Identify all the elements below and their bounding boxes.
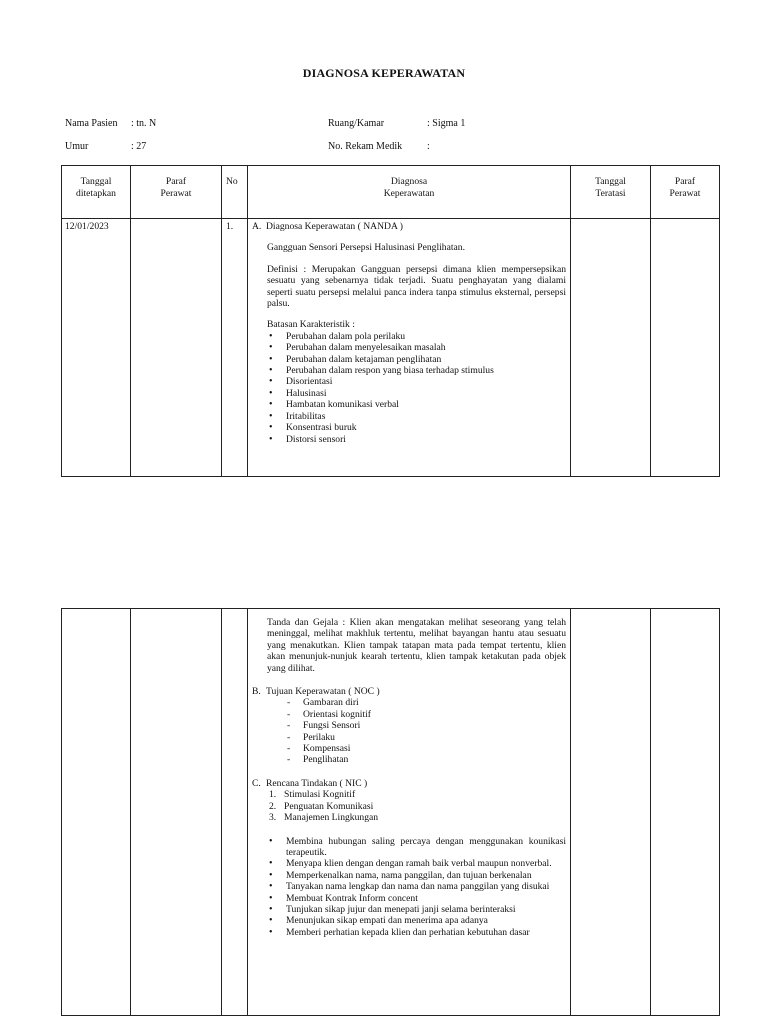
document-title: DIAGNOSA KEPERAWATAN xyxy=(302,66,466,80)
table-row xyxy=(62,219,720,477)
header-tanggal-ditetapkan: Tanggal ditetapkan xyxy=(62,166,131,219)
list-item: - Gambaran diri xyxy=(287,697,566,708)
medical-record-label: No. Rekam Medik xyxy=(328,141,403,152)
list-item: - Kompensasi xyxy=(287,743,566,754)
list-item: • Konsentrasi buruk xyxy=(269,422,566,433)
noc-list xyxy=(252,697,566,765)
list-item: 2. Penguatan Komunikasi xyxy=(269,800,374,812)
characteristics-list xyxy=(252,331,566,445)
diagnosis-cell xyxy=(248,609,571,1016)
list-item: • Membina hubungan saling percaya dengan menggunakan kounikasi terapeutik. xyxy=(269,836,566,859)
diagnosis-cell-content xyxy=(252,617,566,1015)
diagnosis-table-page-1 xyxy=(61,165,720,477)
nic-actions-list xyxy=(252,836,566,939)
list-item: • Menyapa klien dengan dengan ramah baik verbal maupun nonverbal. xyxy=(269,858,566,869)
diagnosis-table-page-2 xyxy=(61,608,720,1016)
list-item: - Penglihatan xyxy=(287,754,566,765)
list-item: • Perubahan dalam ketajaman penglihatan xyxy=(269,354,566,365)
list-item: • Menunjukan sikap empati dan menerima apa adanya xyxy=(269,915,566,926)
diagnosis-statement: Gangguan Sensori Persepsi Halusinasi Penglihatan. xyxy=(267,242,465,254)
patient-name-value: : tn. N xyxy=(131,118,157,129)
patient-age-value: : 27 xyxy=(131,141,147,152)
list-item: 1. Stimulasi Kognitif xyxy=(269,789,356,801)
list-item: • Perubahan dalam respon yang biasa terhadap stimulus xyxy=(269,365,566,376)
list-item: • Tanyakan nama lengkap dan nama dan nama panggilan yang disukai xyxy=(269,881,566,892)
list-item: • Distorsi sensori xyxy=(269,434,566,445)
table-row xyxy=(62,609,720,1016)
resolved-date-cell xyxy=(571,609,651,1016)
paraf-cell xyxy=(131,219,222,477)
header-diagnosa: Diagnosa Keperawatan xyxy=(248,166,571,219)
characteristics-title: Batasan Karakteristik : xyxy=(267,319,355,331)
room-label: Ruang/Kamar xyxy=(328,118,385,129)
list-item: • Perubahan dalam menyelesaikan masalah xyxy=(269,342,566,353)
section-a-heading: A. Diagnosa Keperawatan ( NANDA ) xyxy=(252,221,403,232)
header-no: No xyxy=(222,166,248,219)
header-tanggal-teratasi: Tanggal Teratasi xyxy=(571,166,651,219)
list-item: • Hambatan komunikasi verbal xyxy=(269,399,566,410)
date-cell: 12/01/2023 xyxy=(62,219,131,477)
section-c-heading: C. Rencana Tindakan ( NIC ) xyxy=(252,777,368,789)
list-item: - Perilaku xyxy=(287,732,566,743)
list-item: • Memberi perhatian kepada klien dan perhatian kebutuhan dasar xyxy=(269,927,566,938)
resolved-date-cell xyxy=(571,219,651,477)
list-item: • Memperkenalkan nama, nama panggilan, dan tujuan berkenalan xyxy=(269,870,566,881)
paraf-cell xyxy=(131,609,222,1016)
section-b-heading: B. Tujuan Keperawatan ( NOC ) xyxy=(252,686,380,698)
date-cell xyxy=(62,609,131,1016)
room-value: : Sigma 1 xyxy=(427,118,466,129)
table-header-row xyxy=(62,166,720,219)
list-item: • Iritabilitas xyxy=(269,411,566,422)
list-item: • Membuat Kontrak Inform concent xyxy=(269,893,566,904)
header-paraf-perawat: Paraf Perawat xyxy=(131,166,222,219)
patient-name-label: Nama Pasien xyxy=(65,118,118,129)
signs-symptoms: Tanda dan Gejala : Klien akan mengatakan melihat seseorang yang telah meninggal, melihat makhluk tertentu, melihat bayangan hantu atau sesuatu yang menakutkan. Klien tampak tatapan mata pada tempat tertentu, klien akan menunjuk-nunjuk kearah tertentu, klien tampak ketakutan pada objek yang dilihat. xyxy=(267,617,566,674)
paraf-cell-2 xyxy=(651,609,720,1016)
header-paraf-perawat-2: Paraf Perawat xyxy=(651,166,720,219)
no-cell xyxy=(222,609,248,1016)
diagnosis-cell xyxy=(248,219,571,477)
list-item: • Disorientasi xyxy=(269,376,566,387)
patient-age-label: Umur xyxy=(65,141,89,152)
list-item: - Orientasi kognitif xyxy=(287,709,566,720)
list-item: - Fungsi Sensori xyxy=(287,720,566,731)
no-cell: 1. xyxy=(222,219,248,477)
list-item: • Perubahan dalam pola perilaku xyxy=(269,331,566,342)
paraf-cell-2 xyxy=(651,219,720,477)
diagnosis-definition: Definisi : Merupakan Gangguan persepsi dimana klien mempersepsikan sesuatu yang sebenarnya tidak terjadi. Suatu penghayatan yang dialami seperti suatu persepsi melalui panca indera tanpa stimulus eksternal, persepsi palsu. xyxy=(267,263,566,310)
nic-numbered-list xyxy=(252,789,566,823)
list-item: • Tunjukan sikap jujur dan menepati janji selama berinteraksi xyxy=(269,904,566,915)
medical-record-value: : xyxy=(427,141,430,152)
list-item: • Halusinasi xyxy=(269,388,566,399)
list-item: 3. Manajemen Lingkungan xyxy=(269,812,379,824)
